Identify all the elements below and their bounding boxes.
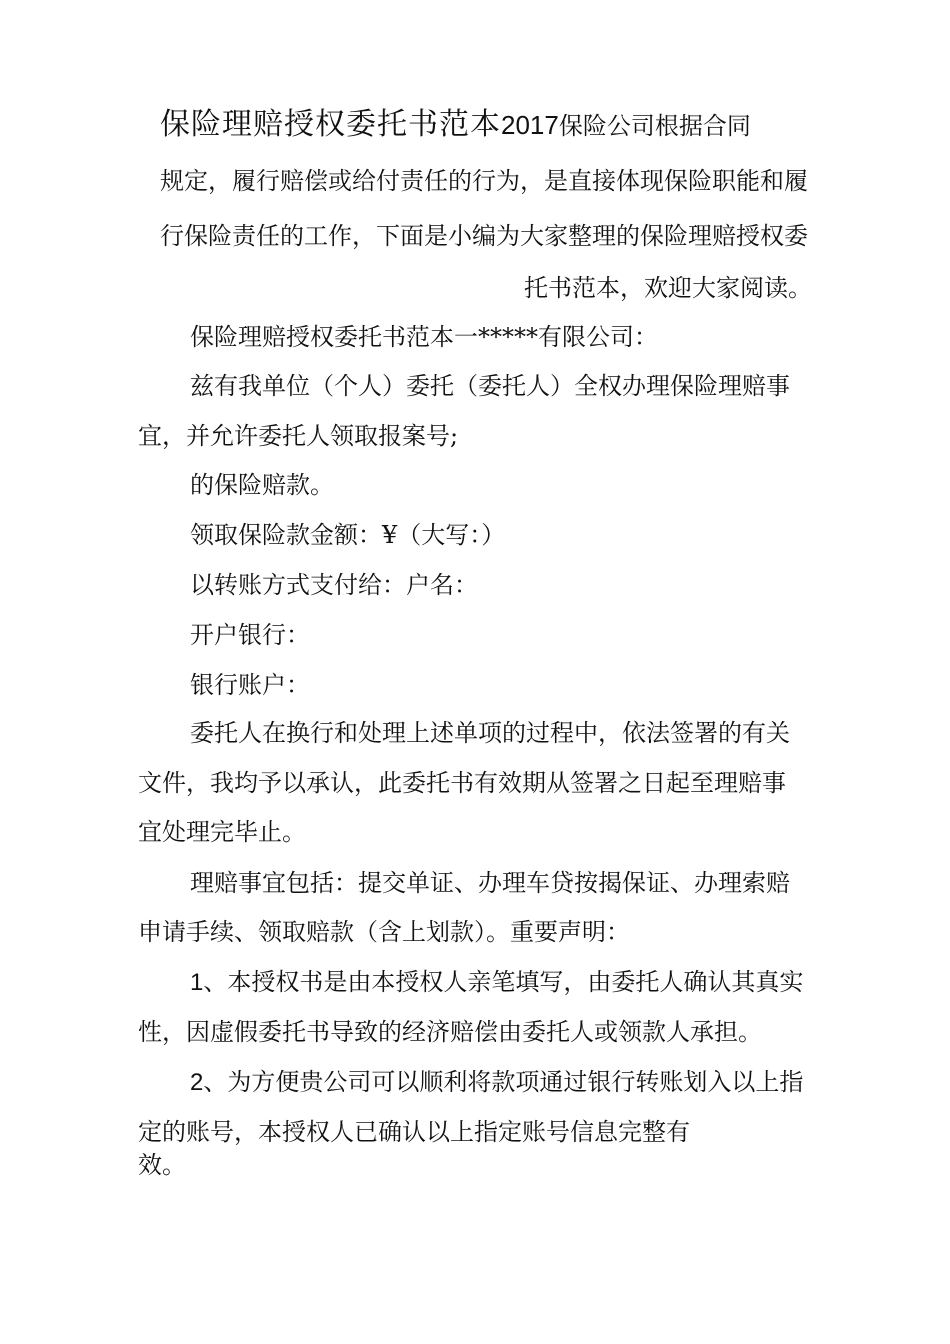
statement-1-number: 1: [190, 969, 204, 996]
body-line: 兹有我单位（个人）委托（委托人）全权办理保险理赔事: [190, 372, 790, 400]
statement-2-text: 、为方便贵公司可以顺利将款项通过银行转账划入以上指: [203, 1068, 804, 1096]
body-line: 宜，并允许委托人领取报案号;: [138, 422, 459, 450]
body-line: 文件，我均予以承认，此委托书有效期从签署之日起至理赔事: [138, 769, 786, 797]
body-line: 申请手续、领取赔款（含上划款）。重要声明：: [138, 918, 630, 946]
statement-2-line-1: [190, 1067, 803, 1098]
statement-2-number: 2: [190, 1069, 204, 1096]
body-line: 保险理赔授权委托书范本一*****有限公司：: [190, 323, 658, 351]
statement-1-line-2: 性，因虚假委托书导致的经济赔偿由委托人或领款人承担。: [138, 1018, 762, 1046]
body-line: 领取保险款金额：¥（大写：）: [190, 521, 506, 549]
title-tail: 保险公司根据合同: [558, 112, 751, 140]
body-line: 以转账方式支付给：户名：: [190, 571, 478, 599]
statement-2-line-3: 效。: [138, 1151, 186, 1179]
statement-1-line-1: [190, 967, 803, 998]
statement-1-text: 、本授权书是由本授权人亲笔填写，由委托人确认其真实: [203, 968, 804, 996]
body-line: 的保险赔款。: [190, 471, 334, 499]
body-line: 银行账户：: [190, 671, 310, 699]
document-title: [160, 107, 751, 142]
body-line: 开户银行：: [190, 621, 310, 649]
title-year: 2017: [501, 110, 559, 140]
statement-2-line-2: 定的账号，本授权人已确认以上指定账号信息完整有: [138, 1118, 690, 1146]
body-line: 宜处理完毕止。: [138, 818, 306, 846]
title-main: 保险理赔授权委托书范本: [160, 107, 501, 142]
intro-line: 行保险责任的工作，下面是小编为大家整理的保险理赔授权委: [160, 222, 808, 250]
body-line: 委托人在换行和处理上述单项的过程中，依法签署的有关: [190, 719, 790, 747]
intro-line: 规定，履行赔偿或给付责任的行为，是直接体现保险职能和履: [160, 167, 808, 195]
intro-line: 托书范本，欢迎大家阅读。: [524, 274, 812, 302]
body-line: 理赔事宜包括：提交单证、办理车贷按揭保证、办理索赔: [190, 869, 790, 897]
